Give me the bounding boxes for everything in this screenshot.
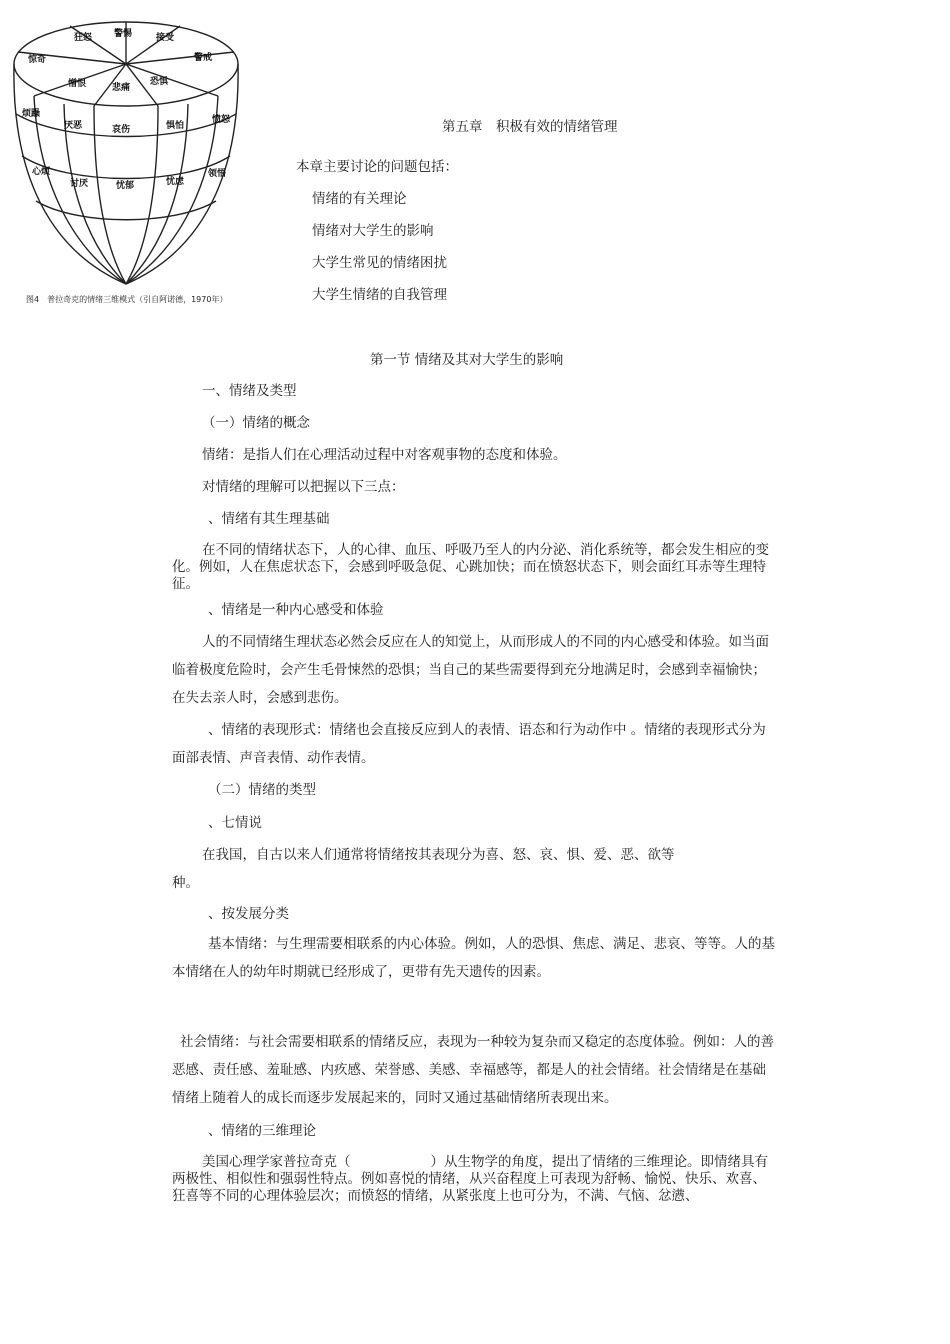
fig-label: 愤怒	[212, 115, 231, 125]
definition-text: 情绪：是指人们在心理活动过程中对客观事物的态度和体验。	[202, 447, 567, 463]
chapter-intro: 本章主要讨论的问题包括：	[296, 159, 458, 175]
topic-item: 大学生情绪的自我管理	[312, 287, 447, 303]
emotion-model-figure	[8, 16, 246, 306]
fig-label: 忧虑	[166, 177, 185, 187]
topic-item: 大学生常见的情绪困扰	[312, 255, 447, 271]
emotion-cone-diagram	[8, 16, 246, 294]
basic-emotion-paragraph: 基本情绪：与生理需要相联系的内心体验。例如，人的恐惧、焦虑、满足、悲哀、等等。人的基本情绪在人的幼年时期就已经形成了，更带有先天遗传的因素。	[172, 936, 775, 980]
fig-label: 警戒	[194, 53, 213, 63]
fig-label: 接受	[156, 33, 175, 43]
social-emotion-paragraph: 社会情绪：与社会需要相联系的情绪反应，表现为一种较为复杂而又稳定的态度体验。例如：人的善恶感、责任感、羞耻感、内疚感、荣誉感、美感、幸福感等，都是人的社会情绪。社会情绪是在基础情绪上随着人的成长而逐步发展起来的，同时又通过基础情绪所表现出来。	[172, 1034, 774, 1106]
section-title: 第一节 情绪及其对大学生的影响	[370, 352, 564, 368]
subheading: （一）情绪的概念	[202, 415, 310, 431]
understanding-text: 对情绪的理解可以把握以下三点：	[202, 479, 405, 495]
theory-text-a: 美国心理学家普拉奇克（	[202, 1154, 351, 1170]
fig-label: 哀伤	[112, 125, 131, 135]
point1-paragraph: 在不同的情绪状态下，人的心律、血压、呼吸乃至人的内分泌、消化系统等，都会发生相应的变化。例如，人在焦虑状态下，会感到呼吸急促、心跳加快；而在愤怒状态下，则会面红耳赤等生理特征。	[172, 542, 769, 592]
fig-label: 悲痛	[112, 83, 131, 93]
chapter-title: 第五章 积极有效的情绪管理	[442, 119, 618, 135]
figure-caption: 图4 普拉奇克的情绪三维模式（引自阿诺德，1970年）	[26, 295, 228, 304]
point2-paragraph: 人的不同情绪生理状态必然会反应在人的知觉上，从而形成人的不同的内心感受和体验。如当面临着极度危险时，会产生毛骨悚然的恐惧；当自己的某些需要得到充分地满足时，会感到幸福愉快；在失去亲人时，会感到悲伤。	[172, 634, 769, 706]
point-heading: 、情绪是一种内心感受和体验	[208, 602, 384, 618]
topic-item: 情绪的有关理论	[312, 191, 407, 207]
point3-paragraph: 、情绪的表现形式：情绪也会直接反应到人的表情、语态和行为动作中 。情绪的表现形式分为面部表情、声音表情、动作表情。	[172, 722, 766, 766]
type-heading: 、七情说	[208, 815, 262, 831]
topic-item: 情绪对大学生的影响	[312, 223, 434, 239]
type-heading: 、按发展分类	[208, 906, 289, 922]
subheading: （二）情绪的类型	[208, 782, 316, 798]
fig-label: 警惕	[114, 29, 133, 39]
point-heading: 、情绪有其生理基础	[208, 511, 330, 527]
fig-label: 心烦	[32, 167, 51, 177]
fig-label: 烦躁	[22, 109, 41, 119]
fig-label: 忧郁	[116, 181, 135, 191]
theory-text-b: ）从生物学的角度，提出了情绪的三维理论。即情绪具有两极性、相似性和强弱性特点。例如喜悦的情绪，从兴奋程度上可表现为舒畅、愉悦、快乐、欢喜、狂喜等不同的心理体验层次；而愤怒的情绪，从紧张度上也可分为，不满、气恼、忿懑、	[172, 1154, 768, 1204]
fig-label: 狂怒	[74, 33, 93, 43]
fig-label: 厌恶	[64, 121, 83, 131]
fig-label: 惧怕	[166, 121, 185, 131]
fig-label: 惊奇	[28, 55, 47, 65]
three-dimension-paragraph	[172, 1154, 776, 1205]
type-heading: 、情绪的三维理论	[208, 1123, 316, 1139]
fig-label: 领悟	[208, 169, 227, 179]
seven-emotions-text-end: 种。	[172, 875, 199, 891]
fig-label: 憎恨	[68, 79, 87, 89]
seven-emotions-text: 在我国，自古以来人们通常将情绪按其表现分为喜、怒、哀、惧、爱、恶、欲等	[202, 847, 675, 863]
fig-label: 恐惧	[150, 77, 169, 87]
fig-label: 讨厌	[70, 179, 89, 189]
heading-1: 一、情绪及类型	[202, 383, 297, 399]
